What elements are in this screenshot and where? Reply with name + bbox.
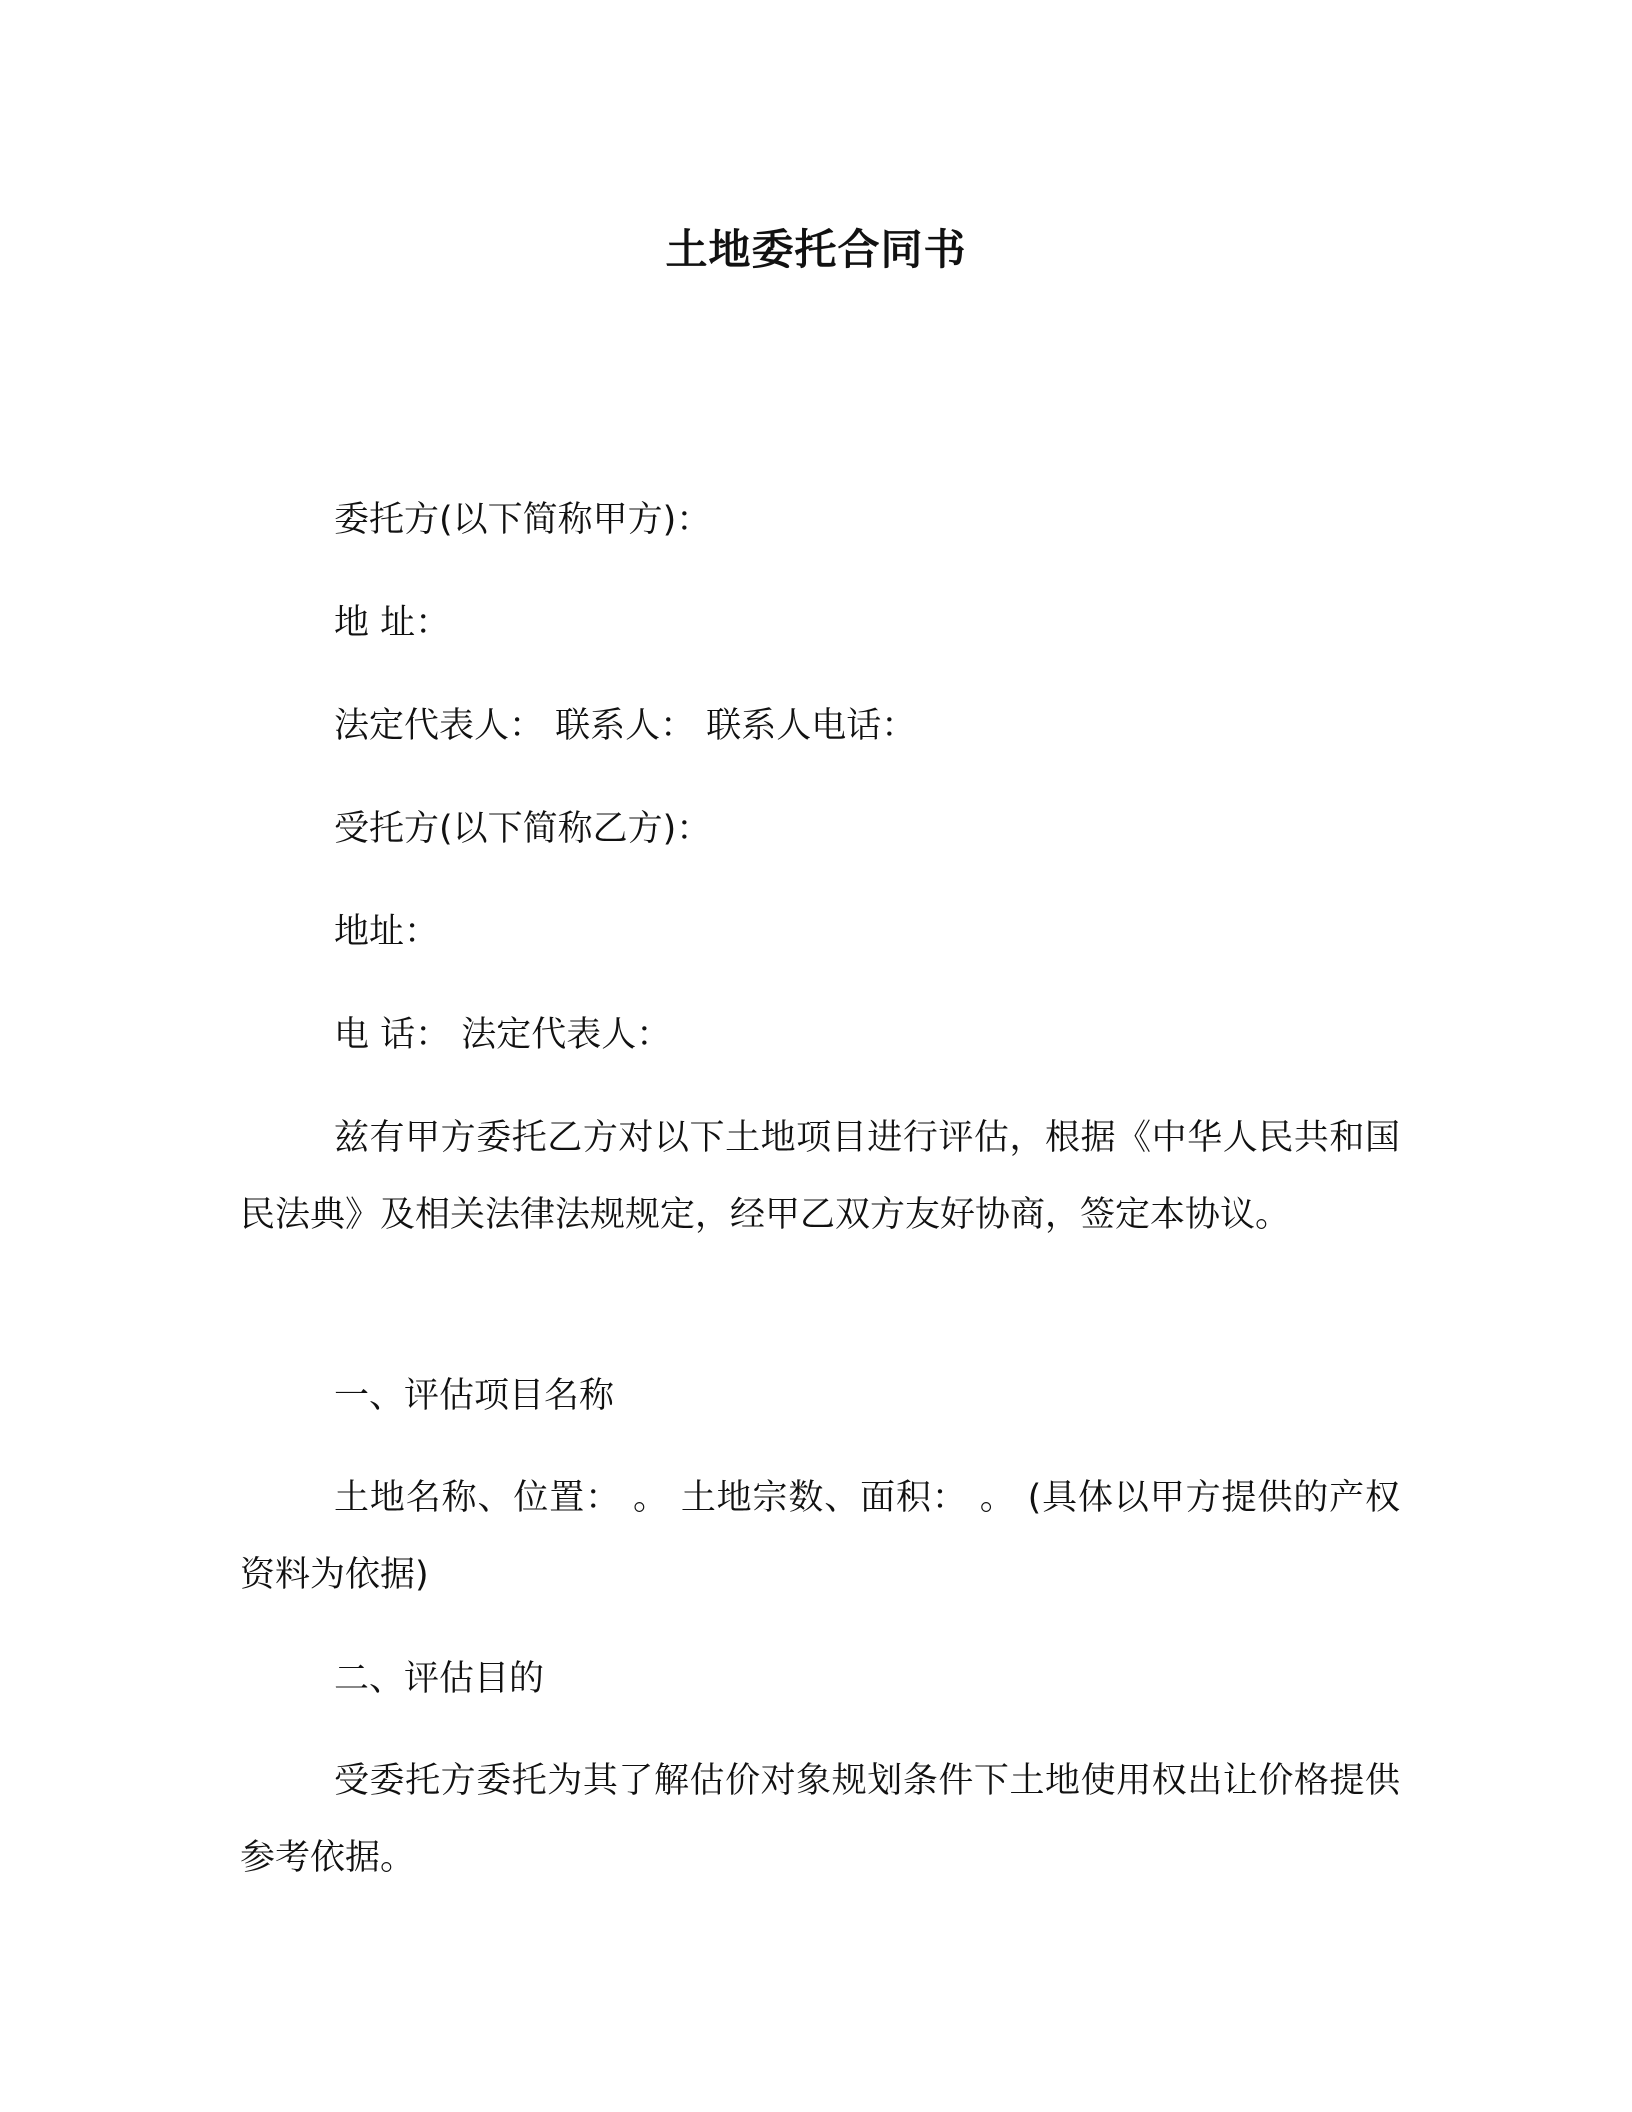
phone-representative-line: 电 话： 法定代表人： bbox=[334, 1015, 672, 1055]
address-b-line: 地址： bbox=[334, 912, 440, 952]
representative-contact-line: 法定代表人： 联系人： 联系人电话： bbox=[334, 706, 917, 746]
section-1-heading: 一、评估项目名称 bbox=[334, 1376, 615, 1416]
document-title: 土地委托合同书 bbox=[665, 225, 967, 274]
party-b-line: 受托方(以下简称乙方)： bbox=[334, 809, 712, 849]
address-a-line: 地 址： bbox=[334, 603, 451, 643]
section-1-body: 土地名称、位置： 。 土地宗数、面积： 。 (具体以甲方提供的产权资料为依据) bbox=[240, 1478, 1400, 1595]
section-2-heading: 二、评估目的 bbox=[334, 1659, 545, 1699]
intro-paragraph: 兹有甲方委托乙方对以下土地项目进行评估，根据《中华人民共和国民法典》及相关法律法规规定，经甲乙双方友好协商，签定本协议。 bbox=[240, 1118, 1400, 1235]
section-2-body: 受委托方委托为其了解估价对象规划条件下土地使用权出让价格提供参考依据。 bbox=[240, 1761, 1400, 1878]
party-a-line: 委托方(以下简称甲方)： bbox=[334, 500, 712, 540]
